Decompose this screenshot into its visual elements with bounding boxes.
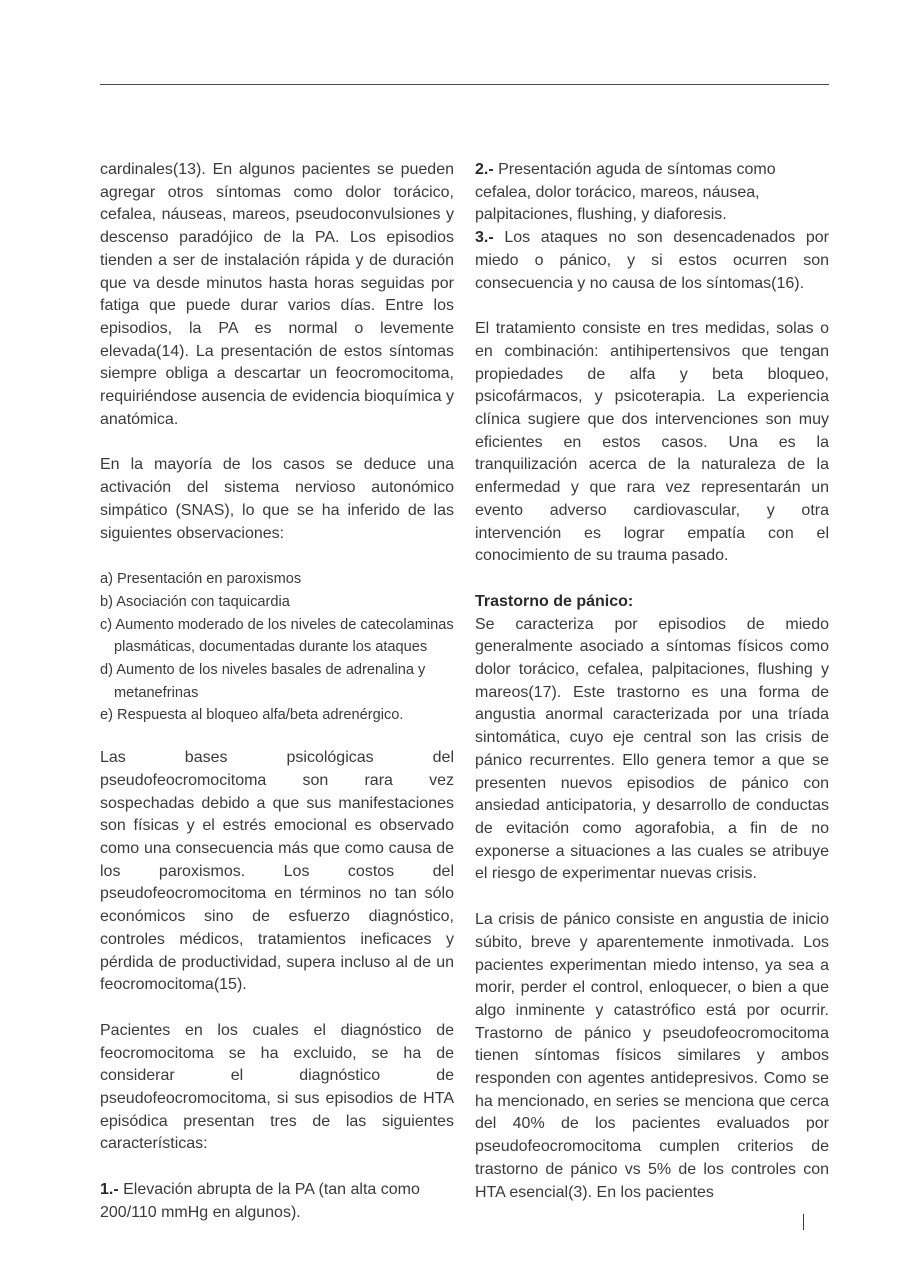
observations-list [100, 568, 454, 727]
criterion-1-text: Elevación abrupta de la PA (tan alta como 200/110 mmHg en algunos). [100, 1181, 420, 1221]
criterion-1 [100, 1179, 454, 1224]
list-item-c-cont: plasmáticas, documentadas durante los ataques [114, 639, 428, 656]
criterion-3-text: Los ataques no son desencadenados por miedo o pánico, y si estos ocurren son consecuencia y no causa de los síntomas(16). [475, 229, 829, 292]
paragraph-treatment: El tratamiento consiste en tres medidas, solas o en combinación: antihipertensivos que tengan propiedades de alfa y beta bloqueo, psicofármacos, y psicoterapia. La experiencia clínica sugiere que dos intervenciones son muy eficientes en estos casos. Una es la tranquilización acerca de la naturaleza de la enfermedad y que rara vez representarán un evento adverso cardiovascular, y otra intervención es lograr empatía con el conocimiento de su trauma pasado. [475, 320, 829, 565]
list-item-e: e) Respuesta al bloqueo alfa/beta adrenérgico. [100, 707, 404, 724]
criterion-2-text: Presentación aguda de síntomas como cefalea, dolor torácico, mareos, náusea, palpitaciones, flushing, y diaforesis. [475, 161, 776, 224]
header-rule [100, 84, 829, 85]
criterion-2-number: 2.- [475, 161, 494, 178]
criterion-3-number: 3.- [475, 229, 494, 247]
criterion-3 [475, 227, 829, 295]
list-item-c: c) Aumento moderado de los niveles de catecolaminas [100, 616, 454, 633]
list-item-d-cont: metanefrinas [114, 684, 199, 701]
paragraph-diagnosis-criteria: Pacientes en los cuales el diagnóstico de feocromocitoma se ha excluido, se ha de considerar el diagnóstico de pseudofeocromocitoma, si sus episodios de HTA episódica presentan tres de las siguientes características: [100, 1021, 454, 1153]
section-title-panic-disorder: Trastorno de pánico: [475, 592, 634, 610]
paragraph-panic-crisis: La crisis de pánico consiste en angustia de inicio súbito, breve y aparentemente inmotivada. Los pacientes experimentan miedo intenso, ya sea a morir, perder el control, enloquecer, o bien a que algo inminente y catastrófico está por ocurrir. Trastorno de pánico y pseudofeocromocitoma tienen síntomas físicos similares y ambos responden con agentes antidepresivos. Como se ha mencionado, en series se menciona que cerca del 40% de los pacientes evaluados por pseudofeocromocitoma cumplen criterios de trastorno de pánico vs 5% de los controles con HTA esencial(3). En los pacientes [475, 911, 829, 1201]
list-item-b: b) Asociación con taquicardia [100, 593, 290, 610]
criterion-1-number: 1.- [100, 1181, 119, 1199]
criterion-2 [475, 159, 829, 227]
list-item-a: a) Presentación en paroxismos [100, 571, 302, 588]
page-number-marker [803, 1214, 804, 1230]
paragraph-snas: En la mayoría de los casos se deduce una activación del sistema nervioso autonómico simpático (SNAS), lo que se ha inferido de las siguientes observaciones: [100, 456, 454, 542]
paragraph-psychological-bases: Las bases psicológicas del pseudofeocromocitoma son rara vez sospechadas debido a que sus manifestaciones son físicas y el estrés emocional es observado como una consecuencia más que como causa de los paroxismos. Los costos del pseudofeocromocitoma en términos no tan sólo económicos sino de esfuerzo diagnóstico, controles médicos, tratamientos ineficaces y pérdida de productividad, supera incluso al de un feocromocitoma(15). [100, 749, 454, 994]
paragraph-panic-definition: Se caracteriza por episodios de miedo generalmente asociado a síntomas físicos como dolor torácico, cefalea, palpitaciones, flushing y mareos(17). Este trastorno es una forma de angustia anormal caracterizada por una tríada sintomática, cuyo eje central son las crisis de pánico recurrentes. Ello genera temor a que se presenten nuevos episodios de pánico con ansiedad anticipatoria, y desarrollo de conductas de evitación como agorafobia, a fin de no exponerse a situaciones a las cuales se atribuye el riesgo de experimentar nuevas crisis. [475, 615, 829, 883]
paragraph-symptoms: cardinales(13). En algunos pacientes se pueden agregar otros síntomas como dolor torácico, cefalea, náuseas, mareos, pseudoconvulsiones y descenso paradójico de la PA. Los episodios tienden a ser de instalación rápida y de duración que va desde minutos hasta horas seguidas por fatiga que puede durar varios días. Entre los episodios, la PA es normal o levemente elevada(14). La presentación de estos síntomas siempre obliga a descartar un feocromocitoma, requiriéndose ausencia de evidencia bioquímica y anatómica. [100, 161, 454, 428]
left-column [100, 159, 454, 1225]
list-item-d: d) Aumento de los niveles basales de adrenalina y [100, 662, 426, 679]
right-column [475, 159, 829, 1204]
